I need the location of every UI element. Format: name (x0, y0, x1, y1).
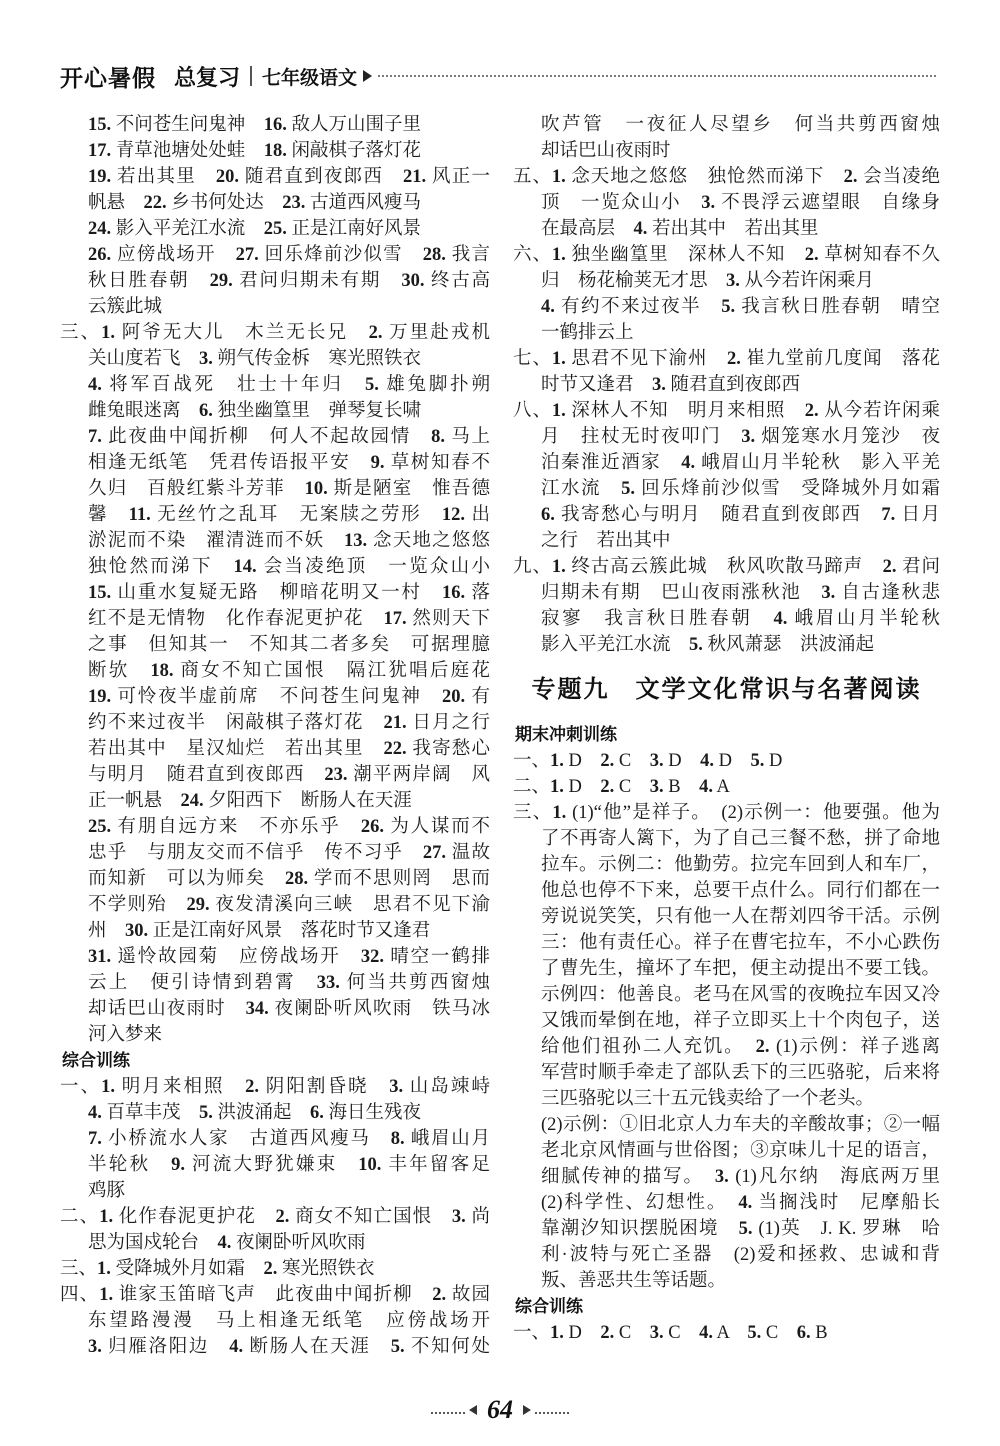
answer-line (513, 930, 940, 956)
answer-line (60, 762, 490, 788)
answer-line-text: 云簇此城 (88, 297, 163, 317)
answer-block (513, 1320, 940, 1346)
answer-line-text: 3. 归雁洛阳边 4. 断肠人在天涯 5. 不知何处 (88, 1337, 490, 1357)
answer-line (513, 190, 940, 216)
answer-line (513, 164, 940, 190)
answer-line (60, 268, 490, 294)
answer-line-text: 寂寥 我言秋日胜春朝 4. 峨眉山月半轮秋 (541, 609, 940, 629)
answer-line (60, 1074, 490, 1100)
section-heading-comprehensive: 综合训练 (62, 1051, 130, 1070)
answer-line (513, 878, 940, 904)
answer-line (513, 1268, 940, 1294)
answer-line-text: 思为国戍轮台 4. 夜阑卧听风吹雨 (88, 1233, 366, 1253)
answer-line (60, 632, 490, 658)
answer-line-text: 之事 但知其一 不知其二者多矣 可据理臆 (88, 635, 490, 655)
answer-line-text: 四、1. 谁家玉笛暗飞声 此夜曲中闻折柳 2. 故园 (60, 1285, 490, 1305)
answer-line-text: 馨 11. 无丝竹之乱耳 无案牍之劳形 12. 出 (88, 505, 490, 525)
triangle-right-icon (363, 70, 372, 82)
answer-line-text: 九、1. 终古高云簇此城 秋风吹散马蹄声 2. 君问 (513, 557, 940, 577)
answer-line-text: 而知新 可以为师矣 28. 学而不思则罔 思而 (88, 869, 490, 889)
answer-line-text: (2)示例：①旧北京人力车夫的辛酸故事；②一幅 (541, 1115, 940, 1135)
answer-line (513, 1242, 940, 1268)
answer-line-text: 25. 有朋自远方来 不亦乐乎 26. 为人谋而不 (88, 817, 490, 837)
answer-line-text: 月 拄杖无时夜叩门 3. 烟笼寒水月笼沙 夜 (541, 427, 940, 447)
left-column (60, 112, 490, 1360)
answer-line-text: 鸡豚 (88, 1181, 126, 1201)
page-footer (0, 1392, 1000, 1428)
answer-line-text: 州 30. 正是江南好风景 落花时节又逢君 (88, 921, 431, 941)
answer-line-text: 19. 若出其里 20. 随君直到夜郎西 21. 风正一 (88, 167, 490, 187)
answer-line (60, 138, 490, 164)
answer-line (60, 580, 490, 606)
answer-line (513, 826, 940, 852)
answer-line-text: 断欤 18. 商女不知亡国恨 隔江犹唱后庭花 (88, 661, 490, 681)
answer-line (513, 852, 940, 878)
answer-line-text: 久归 百般红紫斗芳菲 10. 斯是陋室 惟吾德 (88, 479, 490, 499)
answer-line (513, 268, 940, 294)
answer-line-text: 顶 一览众山小 3. 不畏浮云遮望眼 自缘身 (541, 193, 940, 213)
answer-line (513, 450, 940, 476)
answer-line (60, 1334, 490, 1360)
answer-line-text: 4. 百草丰茂 5. 洪波涌起 6. 海日生残夜 (88, 1103, 422, 1123)
triangle-left-icon (469, 1405, 477, 1415)
answer-line-text: 一、1. D 2. C 3. C 4. A 5. C 6. B (513, 1323, 828, 1343)
answer-line-text: 旁说说笑笑，只有他一人在帮刘四爷干活。示例 (541, 907, 940, 927)
answer-line-text: 归期未有期 巴山夜雨涨秋池 3. 自古逢秋悲 (541, 583, 940, 603)
answer-line (513, 800, 940, 826)
answer-line-text: 七、1. 思君不见下渝州 2. 崔九堂前几度闻 落花 (513, 349, 940, 369)
answer-line (513, 372, 940, 398)
answer-block (513, 112, 940, 658)
answer-block (60, 112, 490, 1048)
answer-line-text: 帆悬 22. 乡书何处达 23. 古道西风瘦马 (88, 193, 422, 213)
answer-line-text: 二、1. 化作春泥更护花 2. 商女不知亡国恨 3. 尚 (60, 1207, 490, 1227)
answer-line (60, 398, 490, 424)
answer-line-text: 与明月 随君直到夜郎西 23. 潮平两岸阔 风 (88, 765, 490, 785)
answer-line-text: 细腻传神的描写。 3. (1)凡尔纳 海底两万里 (541, 1167, 940, 1187)
answer-line-text: 红不是无情物 化作春泥更护花 17. 然则天下 (88, 609, 490, 629)
answer-line-text: 若出其中 星汉灿烂 若出其里 22. 我寄愁心 (88, 739, 490, 759)
answer-line-text: 吹芦管 一夜征人尽望乡 何当共剪西窗烛 (541, 115, 940, 135)
answer-line (60, 476, 490, 502)
answer-line (60, 658, 490, 684)
page-header (60, 60, 936, 92)
answer-line (60, 1178, 490, 1204)
answer-line (513, 216, 940, 242)
answer-line (513, 580, 940, 606)
answer-line-text: 关山度若飞 3. 朔气传金柝 寒光照铁衣 (88, 349, 422, 369)
answer-line (513, 1138, 940, 1164)
answer-line (513, 774, 940, 800)
answer-line (60, 866, 490, 892)
answer-line-text: 秋日胜春朝 29. 君问归期未有期 30. 终古高 (88, 271, 490, 291)
answer-line-text: 拉车。示例二：他勤劳。拉完车回到人和车厂， (541, 855, 940, 875)
answer-line (60, 190, 490, 216)
answer-line (513, 346, 940, 372)
answer-line (513, 1320, 940, 1346)
answer-line-text: 却话巴山夜雨时 34. 夜阑卧听风吹雨 铁马冰 (88, 999, 490, 1019)
answer-line (513, 320, 940, 346)
section-heading-comprehensive: 综合训练 (515, 1297, 583, 1316)
answer-line-text: 了不再寄人篱下，为了自己三餐不愁，拼了命地 (541, 829, 940, 849)
answer-line-text: 独怆然而涕下 14. 会当凌绝顶 一览众山小 (88, 557, 490, 577)
answer-line-text: 三、1. (1)“他”是祥子。 (2)示例一：他要强。他为 (513, 803, 940, 823)
header-dotted-rule (378, 75, 936, 77)
answer-line-text: 6. 我寄愁心与明月 随君直到夜郎西 7. 日月 (541, 505, 940, 525)
answer-line (513, 476, 940, 502)
answer-line (513, 748, 940, 774)
answer-line (60, 788, 490, 814)
answer-line-text: 相逢无纸笔 凭君传语报平安 9. 草树知春不 (88, 453, 490, 473)
section-heading-final-sprint: 期末冲刺训练 (515, 725, 617, 744)
answer-line-text: 一鹤排云上 (541, 323, 634, 343)
answer-line-text: 时节又逢君 3. 随君直到夜郎西 (541, 375, 801, 395)
answer-line-text: 三、1. 受降城外月如霜 2. 寒光照铁衣 (60, 1259, 375, 1279)
answer-block (513, 748, 940, 1294)
answer-line-text: 东望路漫漫 马上相逢无纸笔 应傍战场开 (88, 1311, 490, 1331)
answer-line-text: (2)科学性、幻想性。 4. 当搁浅时 尼摩船长 (541, 1193, 940, 1213)
answer-line (513, 1008, 940, 1034)
answer-line-text: 示例四：他善良。老马在风雪的夜晚拉车因又冷 (541, 985, 940, 1005)
answer-line-text: 忠乎 与朋友交而不信乎 传不习乎 27. 温故 (88, 843, 490, 863)
answer-line (60, 606, 490, 632)
answer-line-text: 在最高层 4. 若出其中 若出其里 (541, 219, 819, 239)
answer-line-text: 之行 若出其中 (541, 531, 671, 551)
answer-line (513, 956, 940, 982)
answer-line (60, 346, 490, 372)
answer-line-text: 泊秦淮近酒家 4. 峨眉山月半轮秋 影入平羌 (541, 453, 940, 473)
footer-dotted-rule (431, 1412, 465, 1414)
answer-line-text: 17. 青草池塘处处蛙 18. 闲敲棋子落灯花 (88, 141, 422, 161)
answer-line-text: 26. 应傍战场开 27. 回乐烽前沙似雪 28. 我言 (88, 245, 490, 265)
answer-line-text: 给他们祖孙二人充饥。 2. (1)示例：祥子逃离 (541, 1037, 940, 1057)
answer-line (60, 1126, 490, 1152)
answer-line (513, 904, 940, 930)
answer-line (60, 684, 490, 710)
book-series: 总复习 (174, 64, 241, 90)
answer-line (60, 450, 490, 476)
answer-line-text: 却话巴山夜雨时 (541, 141, 671, 161)
answer-line-text: 三、1. 阿爷无大儿 木兰无长兄 2. 万里赴戎机 (60, 323, 490, 343)
answer-line-text: 4. 将军百战死 壮士十年归 5. 雄兔脚扑朔 (88, 375, 490, 395)
right-column (513, 112, 940, 1346)
answer-block (60, 1074, 490, 1360)
answer-line-text: 15. 山重水复疑无路 柳暗花明又一村 16. 落 (88, 583, 490, 603)
answer-line (513, 294, 940, 320)
answer-line-text: 五、1. 念天地之悠悠 独怆然而涕下 2. 会当凌绝 (513, 167, 940, 187)
answer-line (513, 242, 940, 268)
answer-line (60, 1256, 490, 1282)
answer-line-text: 4. 有约不来过夜半 5. 我言秋日胜春朝 晴空 (541, 297, 940, 317)
topic-heading: 专题九 文学文化常识与名著阅读 (531, 677, 922, 703)
answer-line (60, 554, 490, 580)
answer-line-text: 正一帆悬 24. 夕阳西下 断肠人在天涯 (88, 791, 412, 811)
answer-line (60, 424, 490, 450)
answer-line (60, 996, 490, 1022)
answer-line (60, 1204, 490, 1230)
answer-line (513, 424, 940, 450)
answer-line-text: 老北京风情画与世俗图；③京味儿十足的语言， (541, 1141, 940, 1161)
answer-line-text: 利·波特与死亡圣器 (2)爱和拯救、忠诚和背 (541, 1245, 940, 1265)
answer-line-text: 7. 此夜曲中闻折柳 何人不起故园情 8. 马上 (88, 427, 490, 447)
answer-line-text: 约不来过夜半 闲敲棋子落灯花 21. 日月之行 (88, 713, 490, 733)
answer-line (513, 138, 940, 164)
answer-line (60, 970, 490, 996)
answer-line (513, 1112, 940, 1138)
answer-line (60, 164, 490, 190)
answer-line-text: 八、1. 深林人不知 明月来相照 2. 从今若许闲乘 (513, 401, 940, 421)
answer-line-text: 15. 不问苍生问鬼神 16. 敌人万山围子里 (88, 115, 422, 135)
answer-line-text: 7. 小桥流水人家 古道西风瘦马 8. 峨眉山月 (88, 1129, 490, 1149)
answer-line (60, 1230, 490, 1256)
header-divider (250, 66, 252, 86)
answer-line (513, 982, 940, 1008)
answer-line-text: 影入平羌江水流 5. 秋风萧瑟 洪波涌起 (541, 635, 875, 655)
answer-line-text: 叛、善恶共生等话题。 (541, 1271, 727, 1291)
answer-line (60, 242, 490, 268)
answer-line (513, 398, 940, 424)
book-brand: 开心暑假 (60, 64, 156, 91)
answer-line-text: 雌兔眼迷离 6. 独坐幽篁里 弹琴复长啸 (88, 401, 422, 421)
footer-dotted-rule (535, 1412, 569, 1414)
answer-line (60, 1022, 490, 1048)
answer-line-text: 三匹骆驼以三十五元钱卖给了一个老头。 (541, 1089, 875, 1109)
answer-line (60, 840, 490, 866)
answer-line (513, 1216, 940, 1242)
answer-line-text: 又饿而晕倒在地，祥子立即买上十个肉包子，送 (541, 1011, 940, 1031)
answer-line-text: 他总也停不下来，总要干点什么。同行们都在一 (541, 881, 940, 901)
answer-line (60, 216, 490, 242)
answer-line-text: 军营时顺手牵走了部队丢下的三匹骆驼，后来将 (541, 1063, 940, 1083)
answer-line-text: 半轮秋 9. 河流大野犹嫌束 10. 丰年留客足 (88, 1155, 490, 1175)
answer-line (513, 632, 940, 658)
answer-line (60, 892, 490, 918)
answer-line-text: 河入梦来 (88, 1025, 163, 1045)
answer-line (60, 1308, 490, 1334)
answer-line-text: 了曹先生，撞坏了车把，便主动提出不要工钱。 (541, 959, 940, 979)
answer-line (513, 606, 940, 632)
answer-line-text: 24. 影入平羌江水流 25. 正是江南好风景 (88, 219, 422, 239)
answer-line (60, 918, 490, 944)
answer-line (513, 1190, 940, 1216)
answer-line (513, 1060, 940, 1086)
answer-line-text: 19. 可怜夜半虚前席 不问苍生问鬼神 20. 有 (88, 687, 490, 707)
answer-line (513, 112, 940, 138)
answer-line-text: 31. 遥怜故园菊 应傍战场开 32. 晴空一鹤排 (88, 947, 490, 967)
answer-line (60, 1100, 490, 1126)
answer-line-text: 一、1. 明月来相照 2. 阴阳割昏晓 3. 山岛竦峙 (60, 1077, 490, 1097)
answer-line-text: 六、1. 独坐幽篁里 深林人不知 2. 草树知春不久 (513, 245, 940, 265)
answer-line-text: 不学则殆 29. 夜发清溪向三峡 思君不见下渝 (88, 895, 490, 915)
answer-line (60, 944, 490, 970)
answer-line-text: 云上 便引诗情到碧霄 33. 何当共剪西窗烛 (88, 973, 490, 993)
answer-line (60, 1152, 490, 1178)
answer-line (60, 502, 490, 528)
page-number: 64 (487, 1395, 513, 1424)
answer-line-text: 江水流 5. 回乐烽前沙似雪 受降城外月如霜 (541, 479, 940, 499)
answer-line (60, 710, 490, 736)
answer-line-text: 淤泥而不染 濯清涟而不妖 13. 念天地之悠悠 (88, 531, 490, 551)
answer-line (60, 814, 490, 840)
answer-line (513, 1034, 940, 1060)
book-subject: 七年级语文 (262, 67, 358, 89)
answer-line-text: 归 杨花榆荚无才思 3. 从今若许闲乘月 (541, 271, 875, 291)
answer-line-text: 二、1. D 2. C 3. B 4. A (513, 777, 730, 797)
answer-line (60, 112, 490, 138)
answer-line (513, 1086, 940, 1112)
answer-line (60, 320, 490, 346)
answer-line (60, 736, 490, 762)
answer-line (60, 528, 490, 554)
answer-line-text: 一、1. D 2. C 3. D 4. D 5. D (513, 751, 783, 771)
triangle-right-icon (523, 1405, 531, 1415)
answer-line (513, 502, 940, 528)
answer-line (60, 294, 490, 320)
answer-line (513, 528, 940, 554)
answer-line (60, 372, 490, 398)
answer-line-text: 靠潮汐知识摆脱困境 5. (1)英 J. K. 罗琳 哈 (541, 1219, 940, 1239)
answer-line (513, 554, 940, 580)
answer-line-text: 三：他有责任心。祥子在曹宅拉车，不小心跌伤 (541, 933, 940, 953)
answer-line (60, 1282, 490, 1308)
answer-line (513, 1164, 940, 1190)
